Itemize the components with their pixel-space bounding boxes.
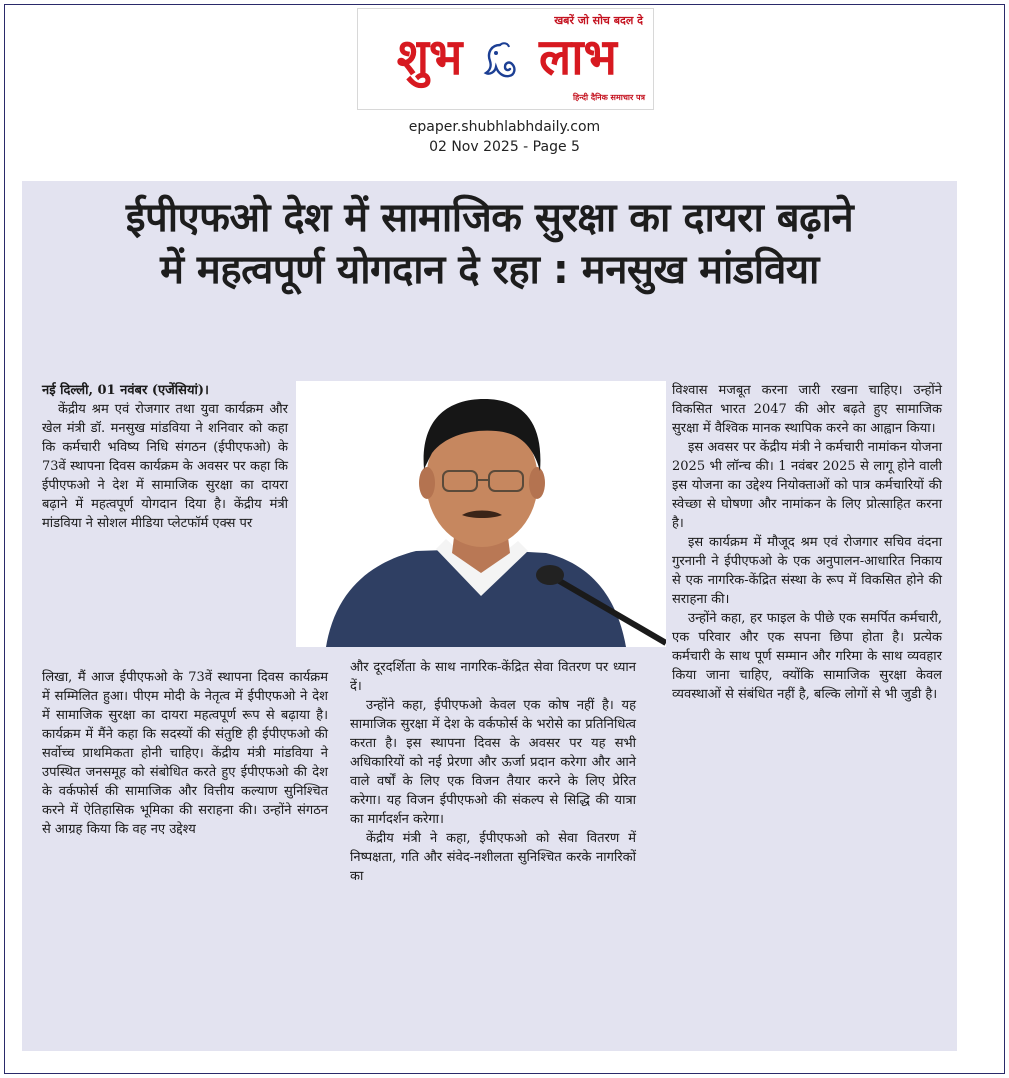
masthead-tagline: खबरें जो सोच बदल दे: [554, 14, 643, 27]
article-dateline: नई दिल्ली, 01 नवंबर (एजेंसियां)।: [42, 383, 209, 398]
article-column-2: [350, 658, 636, 886]
article-paragraph: लिखा, मैं आज ईपीएफओ के 73वें स्थापना दिवस कार्यक्रम में सम्मिलित हुआ। पीएम मोदी के नेतृत्व में ईपीएफओ ने देश में सामाजिक सुरक्षा का दायरा महत्वपूर्ण रूप से बढ़ाया है। कार्यक्रम में मैंने कहा कि सदस्यों की संतुष्टि ही ईपीएफओ की सर्वोच्च प्राथमिकता होनी चाहिए। केंद्रीय मंत्री मांडविया ने उपस्थित जनसमूह को संबोधित करते हुए ईपीएफओ की देश के वर्कफोर्स की सामाजिक और वित्तीय कल्याण सुनिश्चित करने में ऐतिहासिक भूमिका की सराहना की। उन्होंने संगठन से आग्रह किया कि वह नए उद्देश्य: [42, 670, 328, 837]
headline-line-1: ईपीएफओ देश में सामाजिक सुरक्षा का दायरा बढ़ाने: [125, 195, 854, 241]
article-paragraph: इस कार्यक्रम में मौजूद श्रम एवं रोजगार सचिव वंदना गुरनानी ने ईपीएफओ के एक अनुपालन-आधारित निकाय से एक नागरिक-केंद्रित संस्था के रूप में विकसित होने की सराहना की।: [672, 535, 942, 607]
masthead-name-part2: लाभ: [538, 27, 617, 86]
article-paragraph: केंद्रीय मंत्री ने कहा, ईपीएफओ को सेवा वितरण में निष्पक्षता, गति और संवेद-नशीलता सुनिश्चित करके नागरिकों का: [350, 831, 636, 884]
masthead-title: [364, 27, 649, 87]
masthead-logo: [357, 8, 654, 110]
edition-info: 02 Nov 2025 - Page 5: [429, 139, 580, 155]
masthead-subtitle: हिन्दी दैनिक समाचार पत्र: [572, 93, 645, 102]
article-column-1: [42, 381, 288, 533]
article-column-3: [672, 381, 942, 704]
article-headline: [22, 192, 957, 296]
headline-line-2: में महत्वपूर्ण योगदान दे रहा : मनसुख मांडविया: [160, 247, 819, 293]
minister-photo-image: [296, 381, 666, 647]
masthead-name-part1: शुभ: [396, 27, 462, 86]
minister-photo: [296, 381, 666, 647]
article-paragraph: इस अवसर पर केंद्रीय मंत्री ने कर्मचारी नामांकन योजना 2025 भी लॉन्च की। 1 नवंबर 2025 से लागू होने वाली इस योजना का उद्देश्य नियोक्ताओं को पात्र कर्मचारियों की स्वेच्छा से घोषणा और नामांकन के लिए प्रोत्साहित करना है।: [672, 440, 942, 531]
ganesha-icon: [481, 41, 519, 81]
article-paragraph: उन्होंने कहा, हर फाइल के पीछे एक समर्पित कर्मचारी, एक परिवार और एक सपना छिपा होता है। प्रत्येक कर्मचारी के साथ पूर्ण सम्मान और गरिमा के साथ व्यवहार किया जाना चाहिए, क्योंकि सामाजिक सुरक्षा केवल व्यवस्थाओं से संबंधित नहीं है, बल्कि लोगों से भी जुडी है।: [672, 611, 942, 702]
article-paragraph: और दूरदर्शिता के साथ नागरिक-केंद्रित सेवा वितरण पर ध्यान दें।: [350, 660, 636, 694]
article-paragraph: उन्होंने कहा, ईपीएफओ केवल एक कोष नहीं है। यह सामाजिक सुरक्षा में देश के वर्कफोर्स के भरोसे का प्रतिनिधित्व करता है। इस स्थापना दिवस के अवसर पर यह सभी अधिकारियों को नई प्रेरणा और ऊर्जा प्रदान करेगा और आने वाले वर्षों के लिए एक विजन तैयार करने के लिए प्रेरित करेगा। यह विजन ईपीएफओ की संकल्प से सिद्धि की यात्रा का मार्गदर्शन करेगा।: [350, 698, 636, 827]
article-paragraph: विश्वास मजबूत करना जारी रखना चाहिए। उन्होंने विकसित भारत 2047 की ओर बढ़ते हुए सामाजिक सुरक्षा में वैश्विक मानक स्थापिक करने का आह्वान किया।: [672, 383, 942, 436]
source-url: epaper.shubhlabhdaily.com: [408, 119, 601, 135]
article-paragraph: केंद्रीय श्रम एवं रोजगार तथा युवा कार्यक्रम और खेल मंत्री डॉ. मनसुख मांडविया ने शनिवार को कहा कि कर्मचारी भविष्य निधि संगठन (ईपीएफओ) के 73वें स्थापना दिवस कार्यक्रम के अवसर पर कहा कि ईपीएफओ ने देश में सामाजिक सुरक्षा का दायरा बढ़ाने में महत्वपूर्ण योगदान दिया है। केंद्रीय मंत्री मांडविया ने सोशल मीडिया प्लेटफॉर्म एक्स पर: [42, 402, 288, 531]
article-column-1-continued: [42, 668, 328, 839]
